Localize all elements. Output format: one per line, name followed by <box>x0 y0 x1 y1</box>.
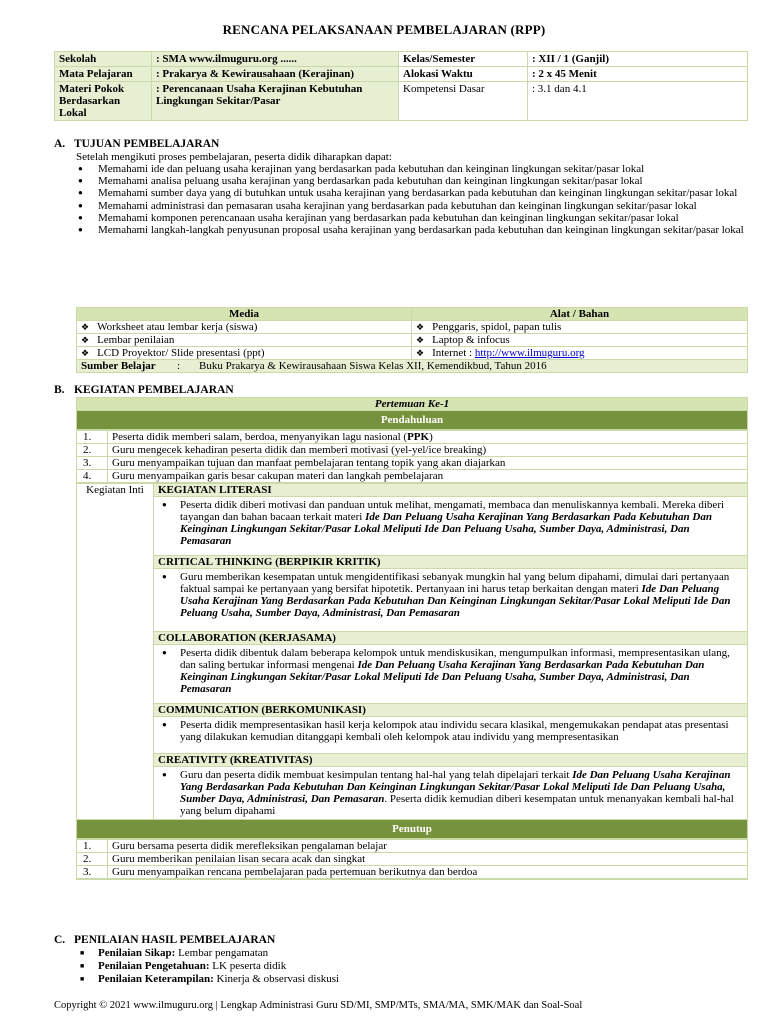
media-item: ❖ Lembar penilaian <box>77 334 412 347</box>
alat-item: ❖ Penggaris, spidol, papan tulis <box>412 321 748 334</box>
collaboration-heading: COLLABORATION (KERJASAMA) <box>154 631 747 645</box>
kd-label: Kompetensi Dasar <box>399 82 528 121</box>
goal-item: ● Memahami komponen perencanaan usaha kerajinan yang berdasarkan pada kebutuhan dan keinginan lingkungan sekitar/pasar lokal <box>76 212 748 224</box>
identity-table <box>54 51 748 121</box>
document-title: RENCANA PELAKSANAAN PEMBELAJARAN (RPP) <box>222 22 546 37</box>
literasi-heading: KEGIATAN LITERASI <box>154 484 747 497</box>
creativity-heading: CREATIVITY (KREATIVITAS) <box>154 753 747 767</box>
pendahuluan-item: 3. Guru menyampaikan tujuan dan manfaat pembelajaran tentang topik yang akan diajarkan <box>77 457 747 470</box>
goal-item: ● Memahami analisa peluang usaha kerajinan yang berdasarkan pada kebutuhan dan keinginan lingkungan sekitar/pasar lokal <box>76 175 748 187</box>
materi-value: : Perencanaan Usaha Kerajinan Kebutuhan Lingkungan Sekitar/Pasar <box>152 82 399 121</box>
section-c-body <box>76 947 748 986</box>
assessment-item: ■ Penilaian Keterampilan: Kinerja & observasi diskusi <box>76 973 748 986</box>
section-a-heading: A. TUJUAN PEMBELAJARAN <box>54 138 220 150</box>
internet-link[interactable]: http://www.ilmuguru.org <box>474 347 585 359</box>
penutup-item: 1. Guru bersama peserta didik merefleksikan pengalaman belajar <box>77 840 747 853</box>
media-header: Media <box>77 308 412 321</box>
pendahuluan-band: Pendahuluan <box>77 411 748 430</box>
footer-copyright: Copyright © 2021 www.ilmuguru.org | Lengkap Administrasi Guru SD/MI, SMP/MTs, SMA/MA, SMK/MAK dan Soal-Soal <box>54 1000 583 1011</box>
critical-text: ● Guru memberikan kesempatan untuk mengidentifikasi sebanyak mungkin hal yang belum dipahami, dimulai dari pertanyaan faktual sampai ke pertanyaan yang bersifat hipotetik. Pertanyaan ini harus tetap berkaitan dengan materi Ide Dan Peluang Usaha Kerajinan Yang Berdasarkan Pada Kebutuhan Dan Keinginan Lingkungan Sekitar/Pasar Lokal Meliputi Ide Dan Peluang Usaha, Sumber Daya, Administrasi, Dan Pemasaran <box>158 571 743 619</box>
goal-item: ● Memahami administrasi dan pemasaran usaha kerajinan yang berdasarkan pada kebutuhan dan keinginan lingkungan sekitar/pasar lokal <box>76 200 748 212</box>
sekolah-label: Sekolah <box>55 52 152 67</box>
media-item: ❖ Worksheet atau lembar kerja (siswa) <box>77 321 412 334</box>
goal-item: ● Memahami sumber daya yang di butuhkan untuk usaha kerajinan yang berdasarkan pada kebutuhan dan keinginan lingkungan sekitar/pasar lokal <box>76 187 748 199</box>
penutup-item: 3. Guru menyampaikan rencana pembelajaran pada pertemuan berikutnya dan berdoa <box>77 866 747 879</box>
section-a-body <box>76 151 748 236</box>
pendahuluan-item: 1. Peserta didik memberi salam, berdoa, menyanyikan lagu nasional (PPK) <box>77 431 747 444</box>
kegiatan-inti-label: Kegiatan Inti <box>77 484 154 820</box>
sumber-label: Sumber Belajar <box>81 360 156 372</box>
pendahuluan-item: 4. Guru menyampaikan garis besar cakupan materi dan langkah pembelajaran <box>77 470 747 483</box>
kegiatan-table <box>76 397 748 880</box>
communication-text: ● Peserta didik mempresentasikan hasil kerja kelompok atau individu secara klasikal, mengemukakan pendapat atas presentasi yang dilakukan kemudian ditanggapi kembali oleh kelompok atau individu yang mempresentasikan <box>158 719 743 743</box>
sumber-value: Buku Prakarya & Kewirausahaan Siswa Kelas XII, Kemendikbud, Tahun 2016 <box>199 360 547 372</box>
creativity-text: ● Guru dan peserta didik membuat kesimpulan tentang hal-hal yang telah dipelajari terkait Ide Dan Peluang Usaha Kerajinan Yang Berdasarkan Pada Kebutuhan Dan Keinginan Lingkungan Sekitar/Pasar Lokal Meliputi Ide Dan Peluang Usaha, Sumber Daya, Administrasi, Dan Pemasaran. Peserta didik kemudian diberi kesempatan untuk menanyakan kembali hal-hal yang belum dipahami <box>158 769 743 817</box>
assessment-list <box>76 947 748 986</box>
assessment-item: ■ Penilaian Pengetahuan: LK peserta didik <box>76 960 748 973</box>
media-table <box>76 307 748 373</box>
pertemuan-band: Pertemuan Ke-1 <box>77 398 748 411</box>
assessment-item: ■ Penilaian Sikap: Lembar pengamatan <box>76 947 748 960</box>
sumber-belajar-row: Sumber Belajar : Buku Prakarya & Kewirausahaan Siswa Kelas XII, Kemendikbud, Tahun 2016 <box>77 360 748 373</box>
literasi-text: ● Peserta didik diberi motivasi dan panduan untuk melihat, mengamati, membaca dan menuliskannya kembali. Mereka diberi tayangan dan bahan bacaan terkait materi Ide Dan Peluang Usaha Kerajinan Yang Berdasarkan Pada Kebutuhan Dan Keinginan Lingkungan Sekitar/Pasar Lokal Meliputi Ide Dan Peluang Usaha, Sumber Daya, Administrasi, Dan Pemasaran <box>158 499 743 547</box>
kelas-value: : XII / 1 (Ganjil) <box>528 52 748 67</box>
kd-value: : 3.1 dan 4.1 <box>528 82 748 121</box>
collaboration-text: ● Peserta didik dibentuk dalam beberapa kelompok untuk mendiskusikan, mengumpulkan informasi, mempresentasikan ulang, dan saling bertukar informasi mengenai Ide Dan Peluang Usaha Kerajinan Yang Berdasarkan Pada Kebutuhan Dan Keinginan Lingkungan Sekitar/Pasar Lokal Meliputi Ide Dan Peluang Usaha, Sumber Daya, Administrasi, Dan Pemasaran <box>158 647 743 695</box>
sekolah-value: : SMA www.ilmuguru.org ...... <box>152 52 399 67</box>
kelas-label: Kelas/Semester <box>399 52 528 67</box>
penutup-list <box>77 839 748 880</box>
goals-list <box>76 163 748 236</box>
materi-label: Materi Pokok Berdasarkan Lokal <box>55 82 152 121</box>
alat-header: Alat / Bahan <box>412 308 748 321</box>
goal-item: ● Memahami langkah-langkah penyusunan proposal usaha kerajinan yang berdasarkan pada kebutuhan dan keinginan lingkungan sekitar/pasar lokal <box>76 224 748 236</box>
goal-item: ● Memahami ide dan peluang usaha kerajinan yang berdasarkan pada kebutuhan dan keinginan lingkungan sekitar/pasar lokal <box>76 163 748 175</box>
critical-heading: CRITICAL THINKING (BERPIKIR KRITIK) <box>154 555 747 569</box>
mapel-value: : Prakarya & Kewirausahaan (Kerajinan) <box>152 67 399 82</box>
section-a-intro: Setelah mengikuti proses pembelajaran, peserta didik diharapkan dapat: <box>76 151 392 163</box>
section-b-heading: B. KEGIATAN PEMBELAJARAN <box>54 384 234 396</box>
alat-item: ❖ Laptop & infocus <box>412 334 748 347</box>
pendahuluan-list <box>77 430 748 484</box>
pendahuluan-item: 2. Guru mengecek kehadiran peserta didik dan memberi motivasi (yel-yel/ice breaking) <box>77 444 747 457</box>
penutup-item: 2. Guru memberikan penilaian lisan secara acak dan singkat <box>77 853 747 866</box>
alokasi-value: : 2 x 45 Menit <box>528 67 748 82</box>
communication-heading: COMMUNICATION (BERKOMUNIKASI) <box>154 703 747 717</box>
media-item: ❖ LCD Proyektor/ Slide presentasi (ppt) <box>77 347 412 360</box>
mapel-label: Mata Pelajaran <box>55 67 152 82</box>
section-c-heading: C. PENILAIAN HASIL PEMBELAJARAN <box>54 934 276 946</box>
kegiatan-inti-content <box>154 484 748 820</box>
alokasi-label: Alokasi Waktu <box>399 67 528 82</box>
alat-item-internet: ❖ Internet : http://www.ilmuguru.org <box>412 347 748 360</box>
penutup-band: Penutup <box>77 820 748 839</box>
